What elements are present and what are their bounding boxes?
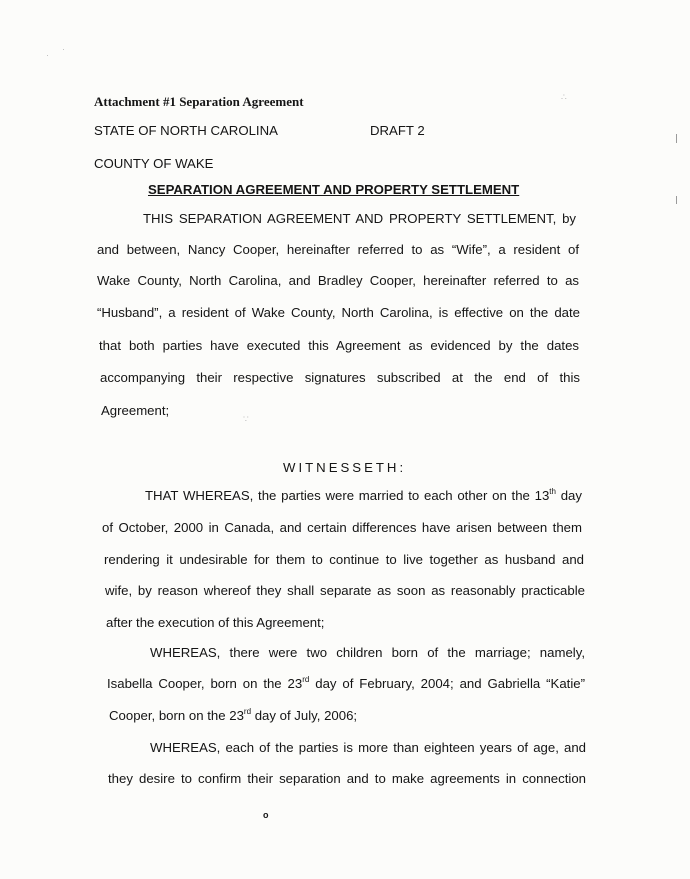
intro-line: THIS SEPARATION AGREEMENT AND PROPERTY SETTLEMENT, by <box>143 211 576 226</box>
scan-speck: ∴ <box>561 92 567 102</box>
scan-speck: ∵ <box>243 414 249 424</box>
recital-line: of October, 2000 in Canada, and certain differences have arisen between them <box>102 520 582 535</box>
recital-line: WHEREAS, there were two children born of the marriage; namely, <box>150 645 585 660</box>
intro-line: Wake County, North Carolina, and Bradley Cooper, hereinafter referred to as <box>97 273 579 288</box>
recital-line: after the execution of this Agreement; <box>106 615 325 630</box>
page-mark: o <box>263 810 269 820</box>
margin-mark <box>676 196 677 204</box>
intro-line: that both parties have executed this Agreement as evidenced by the dates <box>99 338 579 353</box>
recital-line: they desire to confirm their separation and to make agreements in connection <box>108 771 586 786</box>
attachment-label: Attachment #1 Separation Agreement <box>94 94 304 109</box>
recital-line: rendering it undesirable for them to continue to live together as husband and <box>104 552 584 567</box>
document-title: SEPARATION AGREEMENT AND PROPERTY SETTLEMENT <box>148 182 520 197</box>
margin-mark <box>676 134 677 143</box>
witnesseth-heading: WITNESSETH: <box>283 460 407 475</box>
recital-line: THAT WHEREAS, the parties were married to each other on the 13th day <box>145 487 582 503</box>
scan-speck: · <box>62 44 65 54</box>
state-label: STATE OF NORTH CAROLINA <box>94 123 278 138</box>
recital-line: Cooper, born on the 23rd day of July, 2006; <box>109 707 358 723</box>
recital-line: Isabella Cooper, born on the 23rd day of February, 2004; and Gabriella “Katie” <box>107 675 585 691</box>
intro-line: “Husband”, a resident of Wake County, North Carolina, is effective on the date <box>97 305 580 320</box>
county-label: COUNTY OF WAKE <box>94 156 214 171</box>
scan-speck: · <box>46 50 49 60</box>
intro-line: and between, Nancy Cooper, hereinafter referred to as “Wife”, a resident of <box>97 242 579 257</box>
recital-line: WHEREAS, each of the parties is more than eighteen years of age, and <box>150 740 586 755</box>
recital-line: wife, by reason whereof they shall separate as soon as reasonably practicable <box>105 583 585 598</box>
intro-line: Agreement; <box>101 403 170 418</box>
draft-label: DRAFT 2 <box>370 123 425 138</box>
intro-line: accompanying their respective signatures subscribed at the end of this <box>100 370 580 385</box>
